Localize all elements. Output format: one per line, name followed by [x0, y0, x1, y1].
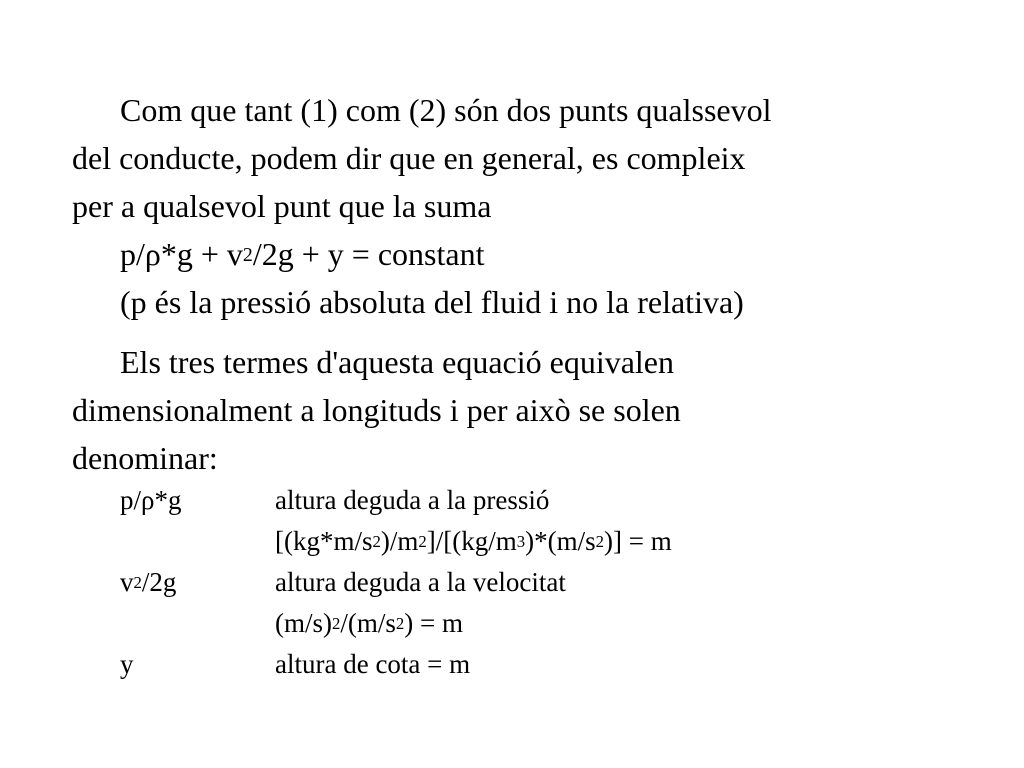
term-units-pressure	[120, 521, 920, 562]
paragraph-line: per a qualsevol punt que la suma	[72, 188, 492, 224]
paragraph-line: Els tres termes d'aquesta equació equivalen	[120, 344, 674, 380]
term-row-pressure	[120, 480, 920, 521]
term-symbol: y	[120, 649, 134, 679]
units-part: (m/s)	[275, 608, 332, 638]
units-exponent: 2	[595, 531, 604, 551]
term-units	[275, 603, 463, 644]
term-units	[275, 521, 672, 562]
paragraph-line: del conducte, podem dir que en general, es compleix	[72, 140, 746, 176]
units-part: /(m/s	[340, 608, 396, 638]
term-name: altura de cota = m	[275, 649, 471, 679]
equation-part: p/ρ*g + v	[120, 236, 243, 272]
equation-part: /2g + y = constant	[252, 236, 485, 272]
bernoulli-equation	[72, 230, 972, 278]
units-exponent: 2	[395, 613, 405, 633]
paragraph-line: dimensionalment a longituds i per això se solen	[72, 392, 681, 428]
term-name: altura deguda a la pressió	[275, 485, 550, 515]
units-exponent: 2	[372, 531, 381, 551]
units-part: )/m	[380, 526, 419, 556]
symbol-part: v	[120, 567, 134, 597]
term-symbol	[120, 562, 176, 603]
units-exponent: 2	[332, 613, 341, 633]
paragraph-dimensional	[72, 338, 972, 482]
term-units-velocity	[120, 603, 920, 644]
term-row-velocity	[120, 562, 920, 603]
equation-exponent: 2	[242, 244, 253, 267]
term-row-elevation	[120, 644, 920, 685]
units-part: )] = m	[603, 526, 672, 556]
symbol-part: /2g	[141, 567, 177, 597]
units-part: )*(m/s	[525, 526, 596, 556]
term-symbol: p/ρ*g	[120, 485, 182, 515]
units-exponent: 2	[418, 531, 427, 551]
terms-list	[120, 480, 920, 685]
paragraph-line: Com que tant (1) com (2) són dos punts qualssevol	[120, 92, 772, 128]
paragraph-line: denominar:	[72, 440, 218, 476]
units-part: [(kg*m/s	[275, 526, 373, 556]
units-exponent: 3	[516, 531, 526, 551]
units-part: ) = m	[404, 608, 463, 638]
symbol-exponent: 2	[133, 572, 142, 592]
term-name: altura deguda a la velocitat	[275, 567, 566, 597]
units-part: ]/[(kg/m	[426, 526, 517, 556]
paragraph-bernoulli-general	[72, 86, 972, 326]
equation-note: (p és la pressió absoluta del fluid i no la relativa)	[120, 284, 744, 320]
